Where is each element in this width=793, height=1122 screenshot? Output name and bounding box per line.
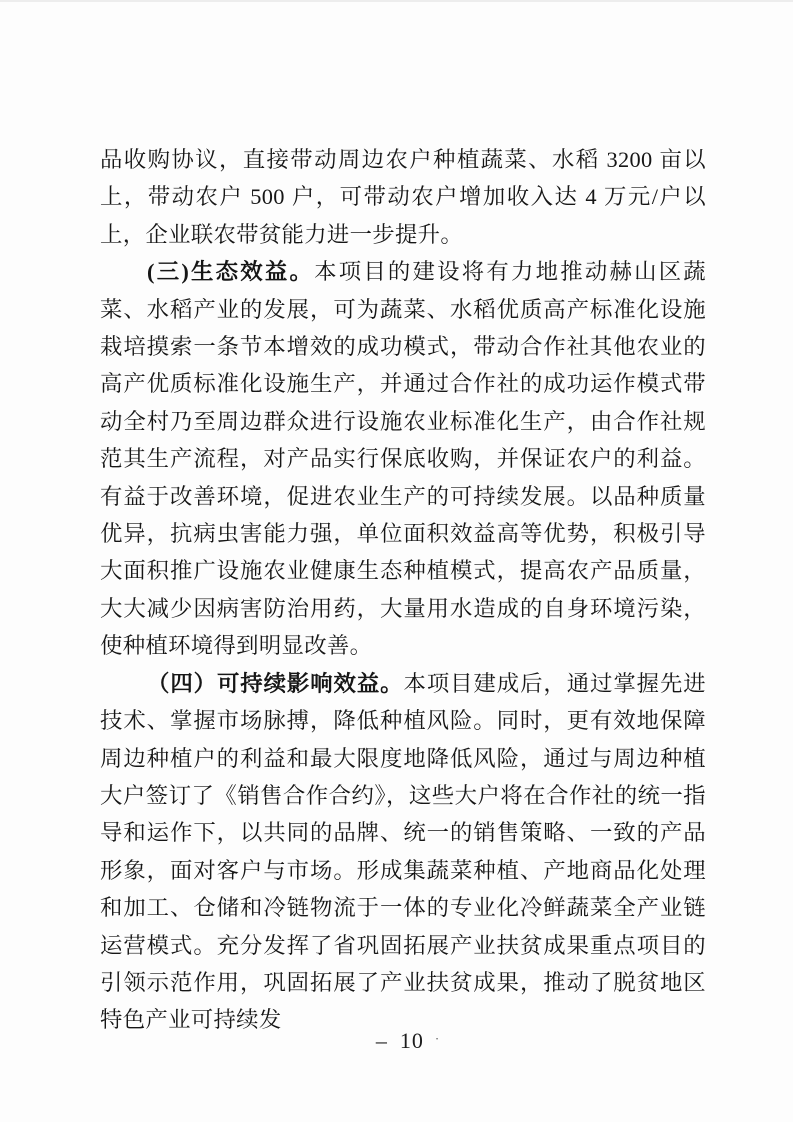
paragraph-sustainable-impact [100, 665, 706, 1039]
paragraph-continuation: 品收购协议，直接带动周边农户种植蔬菜、水稻 3200 亩以上，带动农户 500 户，可带动农户增加收入达 4 万元/户以上，企业联农带贫能力进一步提升。 [100, 147, 706, 247]
paragraph-text: 本项目的建设将有力地推动赫山区蔬菜、水稻产业的发展，可为蔬菜、水稻优质高产标准化设施栽培摸索一条节本增效的成功模式，带动合作社其他农业的高产优质标准化设施生产，并通过合作社的成功运作模式带动全村乃至周边群众进行设施农业标准化生产，由合作社规范其生产流程，对产品实行保底收购，并保证农户的利益。有益于改善环境，促进农业生产的可持续发展。以品种质量优异，抗病虫害能力强，单位面积效益高等优势，积极引导大面积推广设施农业健康生态种植模式，提高农产品质量，大大减少因病害防治用药，大量用水造成的自身环境污染，使种植环境得到明显改善。 [100, 259, 707, 659]
paragraph-text: 本项目建成后，通过掌握先进技术、掌握市场脉搏，降低种植风险。同时，更有效地保障周边种植户的利益和最大限度地降低风险，通过与周边种植大户签订了《销售合作合约》，这些大户将在合作社的统一指导和运作下，以共同的品牌、统一的销售策略、一致的产品形象，面对客户与市场。形成集蔬菜种植、产地商品化处理和加工、仓储和冷链物流于一体的专业化冷鲜蔬菜全产业链运营模式。充分发挥了省巩固拓展产业扶贫成果重点项目的引领示范作用，巩固拓展了产业扶贫成果，推动了脱贫地区特色产业可持续发 [100, 670, 706, 1033]
page-footer [0, 1028, 793, 1054]
page-number-prefix-dash: – [375, 1028, 387, 1053]
section-heading-ecological-benefits: (三)生态效益。 [147, 259, 315, 285]
paragraph-ecological-benefits [100, 253, 706, 664]
page-number: 10 [399, 1028, 424, 1053]
page-number-suffix-dot: · [434, 1031, 440, 1046]
document-body [100, 141, 706, 1039]
section-heading-sustainable-impact: （四）可持续影响效益。 [147, 670, 404, 696]
